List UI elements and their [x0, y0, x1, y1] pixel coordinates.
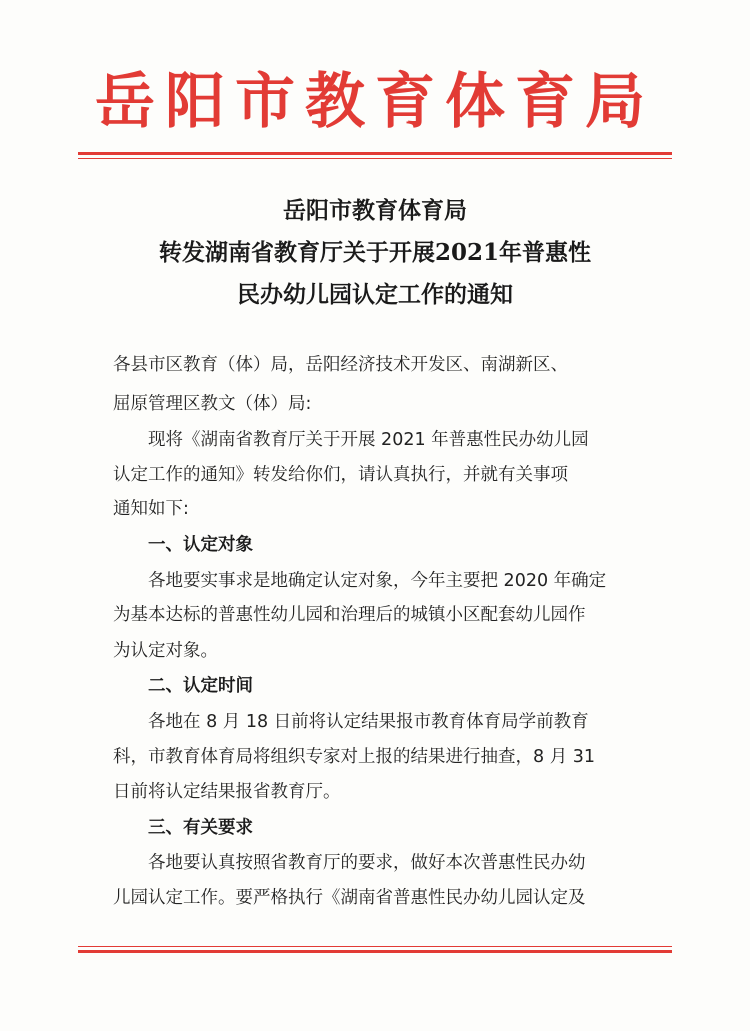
- section2-line1: 各地在 8 月 18 日前将认定结果报市教育体育局学前教育: [148, 712, 589, 732]
- section-heading-1: 一、认定对象: [148, 535, 253, 555]
- section2-line3: 日前将认定结果报省教育厅。: [113, 782, 341, 802]
- letterhead-rule-thick: [78, 152, 672, 155]
- section-heading-3: 三、有关要求: [148, 818, 253, 838]
- doc-title-line2: 转发湖南省教育厅关于开展2021年普惠性: [158, 239, 591, 266]
- section1-line3: 为认定对象。: [113, 641, 218, 661]
- section1-line1: 各地要实事求是地确定认定对象，今年主要把 2020 年确定: [148, 571, 607, 591]
- letterhead-title: 岳阳市教育体育局: [95, 67, 655, 137]
- section2-line2: 科，市教育体育局将组织专家对上报的结果进行抽查，8 月 31: [113, 747, 596, 767]
- section-heading-2: 二、认定时间: [148, 676, 253, 696]
- intro-line3: 通知如下:: [113, 499, 189, 519]
- doc-title-line3: 民办幼儿园认定工作的通知: [237, 281, 513, 308]
- letterhead-rule-thin: [78, 158, 672, 159]
- section1-line2: 为基本达标的普惠性幼儿园和治理后的城镇小区配套幼儿园作: [113, 605, 586, 625]
- doc-title-line1: 岳阳市教育体育局: [283, 197, 467, 224]
- salutation-line1: 各县市区教育（体）局，岳阳经济技术开发区、南湖新区、: [113, 355, 568, 375]
- intro-line2: 认定工作的通知》转发给你们，请认真执行，并就有关事项: [113, 465, 568, 485]
- footer-rule-thin: [78, 946, 672, 947]
- footer-rule-thick: [78, 950, 672, 953]
- section3-line2: 儿园认定工作。要严格执行《湖南省普惠性民办幼儿园认定及: [113, 888, 586, 908]
- intro-line1: 现将《湖南省教育厅关于开展 2021 年普惠性民办幼儿园: [148, 430, 589, 450]
- section3-line1: 各地要认真按照省教育厅的要求，做好本次普惠性民办幼: [148, 853, 586, 873]
- salutation-line2: 屈原管理区教文（体）局:: [113, 394, 312, 414]
